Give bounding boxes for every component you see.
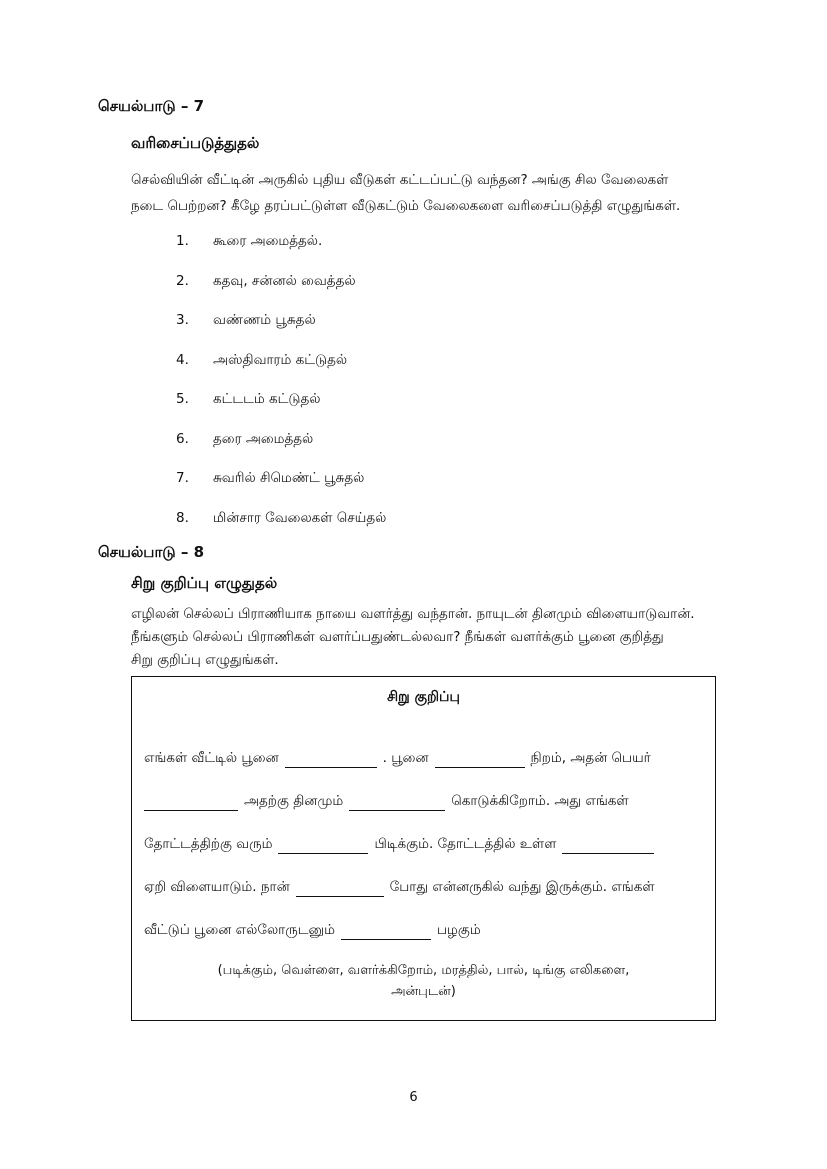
blank-field[interactable] <box>435 753 525 768</box>
fill-text: கொடுக்கிறோம். அது எங்கள் <box>451 793 629 809</box>
item-number: 1. <box>176 233 189 249</box>
fill-text: ஏறி விளையாடும். நான் <box>144 879 290 895</box>
fill-line-5 <box>144 922 481 940</box>
blank-field[interactable] <box>144 796 238 811</box>
activity-8-subheading: சிறு குறிப்பு எழுதுதல் <box>131 574 278 592</box>
blank-field[interactable] <box>296 882 384 897</box>
item-text: கதவு, சன்னல் வைத்தல் <box>213 273 356 289</box>
item-number: 7. <box>176 470 189 486</box>
list-item <box>176 312 576 332</box>
list-item <box>176 273 576 293</box>
fill-text: . பூனை <box>382 750 429 766</box>
fill-line-2 <box>144 793 629 811</box>
fill-line-1 <box>144 750 651 768</box>
blank-field[interactable] <box>341 925 431 940</box>
fill-text: நிறம், அதன் பெயர் <box>530 750 651 766</box>
item-text: தரை அமைத்தல் <box>213 431 314 447</box>
blank-field[interactable] <box>349 796 445 811</box>
item-text: கட்டடம் கட்டுதல் <box>213 391 321 407</box>
word-bank-line: அன்புடன்) <box>391 984 456 999</box>
word-bank <box>132 960 715 1002</box>
list-item <box>176 233 576 253</box>
page-number: 6 <box>409 1090 418 1105</box>
item-text: மின்சார வேலைகள் செய்தல் <box>213 510 387 526</box>
item-number: 2. <box>176 273 189 289</box>
list-item <box>176 470 576 490</box>
instruction-line: நீங்களும் செல்லப் பிராணிகள் வளர்ப்பதுண்டல்லவா? நீங்கள் வளர்க்கும் பூனை குறித்து <box>131 629 664 645</box>
list-item <box>176 431 576 451</box>
instruction-line: எழிலன் செல்லப் பிராணியாக நாயை வளர்த்து வந்தான். நாயுடன் தினமும் விளையாடுவான். <box>131 606 695 622</box>
activity-8-instructions <box>131 603 695 672</box>
instruction-line: நடை பெற்றன? கீழே தரப்பட்டுள்ள வீடுகட்டும் வேலைகளை வரிசைப்படுத்தி எழுதுங்கள். <box>131 198 681 214</box>
fill-text: பிடிக்கும். தோட்டத்தில் உள்ள <box>374 836 557 852</box>
list-item <box>176 510 576 530</box>
fill-text: பழகும் <box>437 922 481 938</box>
item-number: 3. <box>176 312 189 328</box>
blank-field[interactable] <box>562 839 654 854</box>
box-title: சிறு குறிப்பு <box>387 689 460 705</box>
item-number: 4. <box>176 352 189 368</box>
blank-field[interactable] <box>278 839 368 854</box>
item-text: அஸ்திவாரம் கட்டுதல் <box>213 352 348 368</box>
word-bank-line: (படிக்கும், வெள்ளை, வளர்க்கிறோம், மரத்தில், பால், டிங்கு எலிகளை, <box>217 963 630 978</box>
activity-7-subheading: வரிசைப்படுத்துதல் <box>131 134 260 152</box>
activity-8-heading: செயல்பாடு – 8 <box>98 543 205 561</box>
item-number: 5. <box>176 391 189 407</box>
fill-line-4 <box>144 879 655 897</box>
item-text: வண்ணம் பூசுதல் <box>213 312 316 328</box>
fill-text: அதற்கு தினமும் <box>244 793 344 809</box>
fill-text: தோட்டத்திற்கு வரும் <box>144 836 273 852</box>
instruction-line: செல்வியின் வீட்டின் அருகில் புதிய வீடுகள் கட்டப்பட்டு வந்தன? அங்கு சில வேலைகள் <box>131 172 669 188</box>
activity-7-instructions <box>131 167 680 219</box>
fill-text: போது என்னருகில் வந்து இருக்கும். எங்கள் <box>389 879 655 895</box>
item-text: கூரை அமைத்தல். <box>213 233 323 249</box>
list-item <box>176 391 576 411</box>
task-list <box>176 233 576 533</box>
blank-field[interactable] <box>285 753 377 768</box>
list-item <box>176 352 576 372</box>
fill-line-3 <box>144 836 660 854</box>
item-number: 8. <box>176 510 189 526</box>
item-number: 6. <box>176 431 189 447</box>
item-text: சுவரில் சிமெண்ட் பூசுதல் <box>213 470 365 486</box>
fill-text: வீட்டுப் பூனை எல்லோருடனும் <box>144 922 335 938</box>
instruction-line: சிறு குறிப்பு எழுதுங்கள். <box>131 652 279 668</box>
short-note-box <box>131 676 716 1021</box>
fill-text: எங்கள் வீட்டில் பூனை <box>144 750 279 766</box>
activity-7-heading: செயல்பாடு – 7 <box>98 97 205 115</box>
